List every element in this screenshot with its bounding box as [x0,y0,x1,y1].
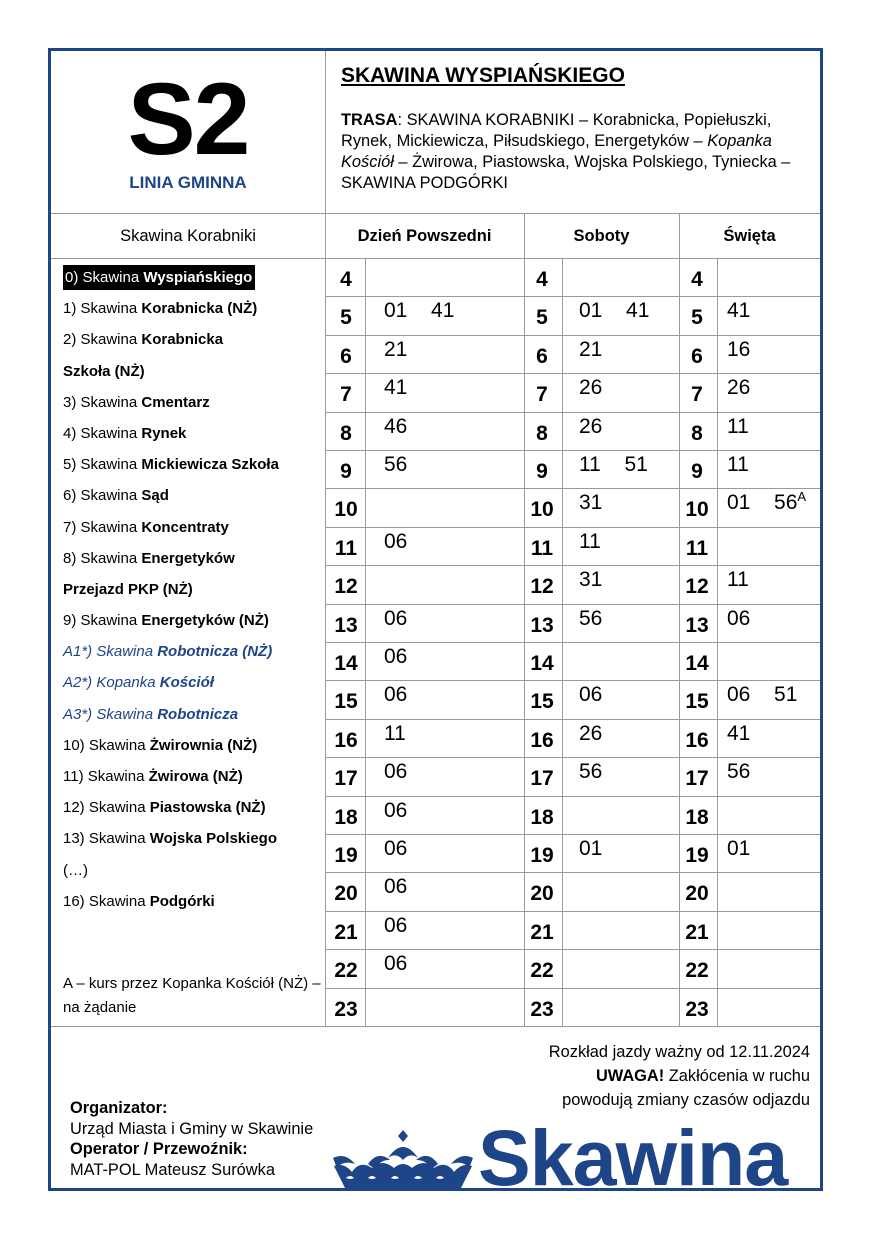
hour-label: 23 [685,997,709,1021]
hour-label: 15 [530,690,554,714]
warning-text: Zakłócenia w ruchu [664,1067,810,1085]
minute-values: 06 51 [727,683,798,707]
grid-bottom-rule [51,1026,820,1027]
minute-values: 11 [727,568,749,592]
warning-line-2: powodują zmiany czasów odjazdu [562,1091,810,1109]
minute-values: 06 [384,837,408,860]
stop-item [63,699,323,730]
stop-name: Mickiewicza Szkoła [141,456,279,474]
minute-values: 06 [727,606,751,630]
hour-label: 23 [530,997,554,1021]
weekday-minutes [384,530,407,554]
hour-label: 10 [334,498,358,522]
holiday-minutes [727,376,750,400]
weekday-minutes [384,299,454,323]
weekday-minutes [384,453,407,477]
route-text-1: : SKAWINA KORABNIKI – Korabnicka, Popiełuszki, Rynek, Mickiewicza, Piłsudskiego, Energetyków – [341,111,772,150]
stop-item [63,636,323,667]
hour-label: 19 [334,844,358,867]
current-stop [63,262,323,293]
hour-label: 22 [530,959,554,983]
hour-label: 5 [536,306,548,330]
minute-values: 06 [384,645,408,668]
stop-name: Wyspiańskiego [143,269,253,286]
minute-values: 26 [579,414,603,438]
grid-row-line [325,488,820,489]
operator-name: MAT-POL Mateusz Surówka [70,1160,275,1179]
stop-prefix: 16) Skawina [63,892,150,910]
weekday-minutes [384,376,407,400]
holiday-minutes [727,607,750,631]
hour-label: 13 [685,613,709,637]
hour-label: 21 [334,920,358,944]
weekday-minutes [384,683,407,707]
stop-prefix: 12) Skawina [63,799,150,817]
stop-prefix: 6) Skawina [63,487,142,505]
route-text-2: – Żwirowa, Piastowska, Wojska Polskiego, Tyniecka – SKAWINA PODGÓRKI [341,153,791,192]
stop-item [63,512,323,543]
warning-label: UWAGA! [595,1067,665,1085]
stop-item [63,356,323,387]
grid-row-line [325,834,820,835]
weekday-minutes [384,875,407,899]
grid-row-line [325,565,820,566]
minute-values: 06 [579,683,603,707]
saturday-minutes [579,491,602,515]
col-divider [325,214,326,258]
hour-label: 8 [340,421,352,445]
stop-name: Wojska Polskiego [149,830,277,848]
stop-prefix: 5) Skawina [63,456,142,474]
route-description [341,110,819,194]
minute-values: 56 [579,760,603,784]
line-badge [51,51,325,213]
stop-prefix: 11) Skawina [63,768,149,785]
saturday-minutes [579,338,602,362]
stop-name: Koncentraty [141,518,229,536]
hour-label: 22 [334,959,358,983]
saturday-minutes [579,683,602,707]
stop-name: Piastowska (NŻ) [149,799,266,817]
stop-name: Sąd [141,487,169,505]
organizer-info [70,1098,313,1180]
weekday-minutes [384,415,407,439]
weekday-minutes [384,952,407,976]
weekday-minutes [384,799,407,823]
stop-item [63,792,323,823]
stop-item [63,480,323,511]
grid-row-line [325,604,820,605]
saturday-minutes [579,453,648,477]
grid-row-line [325,412,820,413]
holiday-minutes [727,415,749,439]
saturday-minutes [579,837,602,861]
minute-values: 01 41 [579,299,650,323]
skawina-logo [328,1113,826,1202]
minute-values: 06 [384,606,408,630]
stop-item [63,293,323,324]
stop-prefix: A3*) Skawina [63,705,158,723]
minute-values: 11 [579,529,601,553]
holiday-minutes [727,299,750,323]
grid-row-line [325,680,820,681]
minute-values: 01 56 [727,491,798,515]
stop-item [63,667,323,698]
minute-values: 56 [384,453,408,476]
stop-prefix: A1*) Skawina [63,643,158,661]
minute-values: 41 [727,299,751,323]
hour-label: 18 [685,805,709,829]
hour-label: 14 [334,652,358,675]
minute-values: 11 [384,721,406,745]
stop-prefix: 8) Skawina [63,549,142,567]
hour-label: 17 [530,767,554,791]
crown-icon [328,1128,478,1192]
hour-label: 11 [334,536,358,560]
saturday-minutes [579,760,602,784]
hour-label: 4 [691,268,703,291]
saturday-header: Soboty [573,227,630,245]
stop-prefix: 1) Skawina [63,300,142,318]
minute-values: 01 [579,837,603,860]
minute-values: 26 [727,376,751,400]
grid-row-line [325,949,820,950]
holiday-minutes [727,760,750,784]
saturday-minutes [579,568,602,592]
minute-values: 11 [727,453,749,476]
stop-item [63,761,323,792]
hour-label: 14 [685,652,709,675]
hour-label: 12 [334,575,358,599]
stop-item [63,823,323,854]
col-divider [679,214,680,258]
hour-label: 5 [691,306,703,330]
hour-label: 13 [530,613,554,637]
hour-label: 7 [340,383,352,407]
hour-label: 9 [536,460,548,483]
stop-name: Żwirowa (NŻ) [148,768,243,785]
logo-text: Skawina [478,1113,788,1202]
hour-label: 11 [530,536,554,560]
stop-item [63,855,323,886]
grid-row-line [325,450,820,451]
minute-values: 26 [579,721,603,745]
hour-label: 11 [685,536,709,560]
weekday-minutes [384,338,407,362]
hour-label: 19 [530,844,554,867]
route-label: TRASA [341,111,398,129]
minute-values: 41 [727,721,751,745]
stop-name: Korabnicka (NŻ) [141,300,258,318]
stop-name: Kościół [159,674,214,692]
grid-row-line [325,872,820,873]
weekday-minutes [384,645,407,669]
minute-values: 01 [727,837,751,860]
hour-label: 4 [340,268,352,291]
grid-row-line [325,335,820,336]
hour-label: 15 [685,690,709,714]
minute-values: 46 [384,414,408,438]
minute-values: 56 [727,760,751,784]
hour-label: 7 [691,383,703,407]
hour-label: 20 [530,882,554,906]
hour-label: 18 [334,805,358,829]
grid-row-line [325,527,820,528]
stop-name: Robotnicza [157,705,239,723]
stop-name: Cmentarz [141,393,210,411]
minute-values: 56 [579,606,603,630]
stop-item [63,418,323,449]
organizer-label: Organizator: [70,1099,168,1117]
stop-name: Przejazd PKP (NŻ) [63,580,193,598]
validity-date: Rozkład jazdy ważny od 12.11.2024 [548,1043,810,1061]
minute-values: 06 [384,529,408,553]
stop-item [63,543,323,574]
column-header-rule [51,258,820,259]
stop-name: Energetyków (NŻ) [141,612,269,630]
hour-label: 16 [530,728,554,752]
minute-values: 26 [579,376,603,400]
stop-title: SKAWINA WYSPIAŃSKIEGO [341,64,625,87]
holiday-minutes [727,491,806,515]
grid-row-line [325,911,820,912]
grid-row-line [325,373,820,374]
minute-values: 21 [579,337,603,361]
grid-row-line [325,719,820,720]
hour-label: 17 [334,767,358,791]
weekday-minutes [384,837,407,861]
hour-label: 16 [685,728,709,752]
stop-item [63,886,323,917]
variant-marker: A [797,489,807,505]
hour-label: 20 [685,882,709,906]
weekday-header: Dzień Powszedni [357,227,492,245]
minute-values: 06 [384,952,408,976]
footnote: A – kurs przez Kopanka Kościół (NŻ) – na żądanie [63,975,321,1016]
hour-label: 21 [530,920,554,944]
hour-label: 8 [691,421,703,445]
saturday-minutes [579,607,602,631]
minute-values: 16 [727,337,751,361]
hour-label: 12 [685,575,709,599]
stop-name: Podgórki [149,892,215,910]
holiday-minutes [727,568,749,592]
hour-label: 15 [334,690,358,714]
minute-values: 06 [384,798,408,822]
hour-label: 22 [685,959,709,983]
stop-item [63,449,323,480]
stop-prefix: (…) [63,861,88,879]
hour-label: 8 [536,421,548,445]
hour-label: 6 [340,344,352,368]
stop-name: Korabnicka [141,331,224,349]
hour-label: 4 [536,268,548,291]
minute-values: 06 [384,760,408,784]
stop-prefix: 4) Skawina [63,424,142,442]
stop-prefix: 0) Skawina [65,269,144,286]
stop-item [63,387,323,418]
hour-label: 9 [340,460,352,483]
stop-name: Energetyków [141,549,235,567]
hour-label: 19 [685,844,709,867]
stop-list [63,262,323,917]
minute-values: 11 51 [579,453,648,476]
grid-row-line [325,296,820,297]
warning-line-1 [420,1064,810,1088]
holiday-minutes [727,683,797,707]
grid-row-line [325,642,820,643]
minute-values: 31 [579,568,603,592]
minute-values: 31 [579,491,603,515]
stop-item [63,730,323,761]
holiday-header: Święta [723,227,776,245]
stop-prefix: 2) Skawina [63,331,142,349]
saturday-minutes [579,376,602,400]
hour-label: 20 [334,882,358,906]
weekday-minutes [384,722,406,746]
weekday-minutes [384,760,407,784]
hour-label: 14 [530,652,554,675]
holiday-minutes [727,722,750,746]
hour-label: 12 [530,575,554,599]
minute-values: 41 [384,376,408,400]
stop-prefix: 7) Skawina [63,518,142,536]
stop-item [63,605,323,636]
hour-label: 9 [691,460,703,483]
hour-label: 7 [536,383,548,407]
holiday-minutes [727,453,749,477]
hour-label: 5 [340,306,352,330]
stop-prefix: 3) Skawina [63,393,142,411]
minute-values: 06 [384,683,408,707]
hour-label: 6 [536,344,548,368]
hour-label: 21 [685,920,709,944]
minute-values: 06 [384,875,408,899]
line-number: S2 [127,62,249,176]
stop-prefix: 9) Skawina [63,612,142,630]
minute-values: 11 [727,414,749,438]
stop-prefix: 13) Skawina [63,830,150,848]
hour-label: 6 [691,344,703,368]
direction-header: Skawina Korabniki [120,227,256,245]
hour-label: 10 [685,498,709,522]
weekday-minutes [384,914,407,938]
hour-label: 17 [685,767,709,791]
stop-item [63,324,323,355]
line-type: LINIA GMINNA [129,173,247,192]
stop-name: Żwirownia (NŻ) [149,736,258,754]
minute-values: 01 41 [384,299,455,323]
minute-values: 06 [384,913,408,937]
holiday-minutes [727,338,750,362]
stop-name: Robotnicza (NŻ) [157,643,273,661]
stop-item [63,574,323,605]
grid-row-line [325,988,820,989]
organizer-name: Urząd Miasta i Gminy w Skawinie [70,1119,314,1138]
operator-label: Operator / Przewoźnik: [70,1140,248,1158]
saturday-minutes [579,299,649,323]
hour-label: 16 [334,728,358,752]
hour-label: 23 [334,997,358,1021]
holiday-minutes [727,837,750,861]
stop-header [341,64,819,194]
grid-row-line [325,796,820,797]
hour-label: 10 [530,498,554,522]
route-text-italic: Kopanka Kościół [341,132,772,171]
stop-name: Szkoła (NŻ) [63,362,145,380]
hour-label: 13 [334,613,358,637]
col-divider [524,214,525,258]
validity-info [420,1040,810,1112]
stop-prefix: A2*) Kopanka [63,674,160,692]
minute-values: 21 [384,337,408,361]
saturday-minutes [579,722,602,746]
header-divider [325,51,326,214]
grid-row-line [325,757,820,758]
saturday-minutes [579,415,602,439]
weekday-minutes [384,607,407,631]
stop-prefix: 10) Skawina [63,736,150,754]
hour-label: 18 [530,805,554,829]
stop-name: Rynek [141,424,187,442]
saturday-minutes [579,530,601,554]
